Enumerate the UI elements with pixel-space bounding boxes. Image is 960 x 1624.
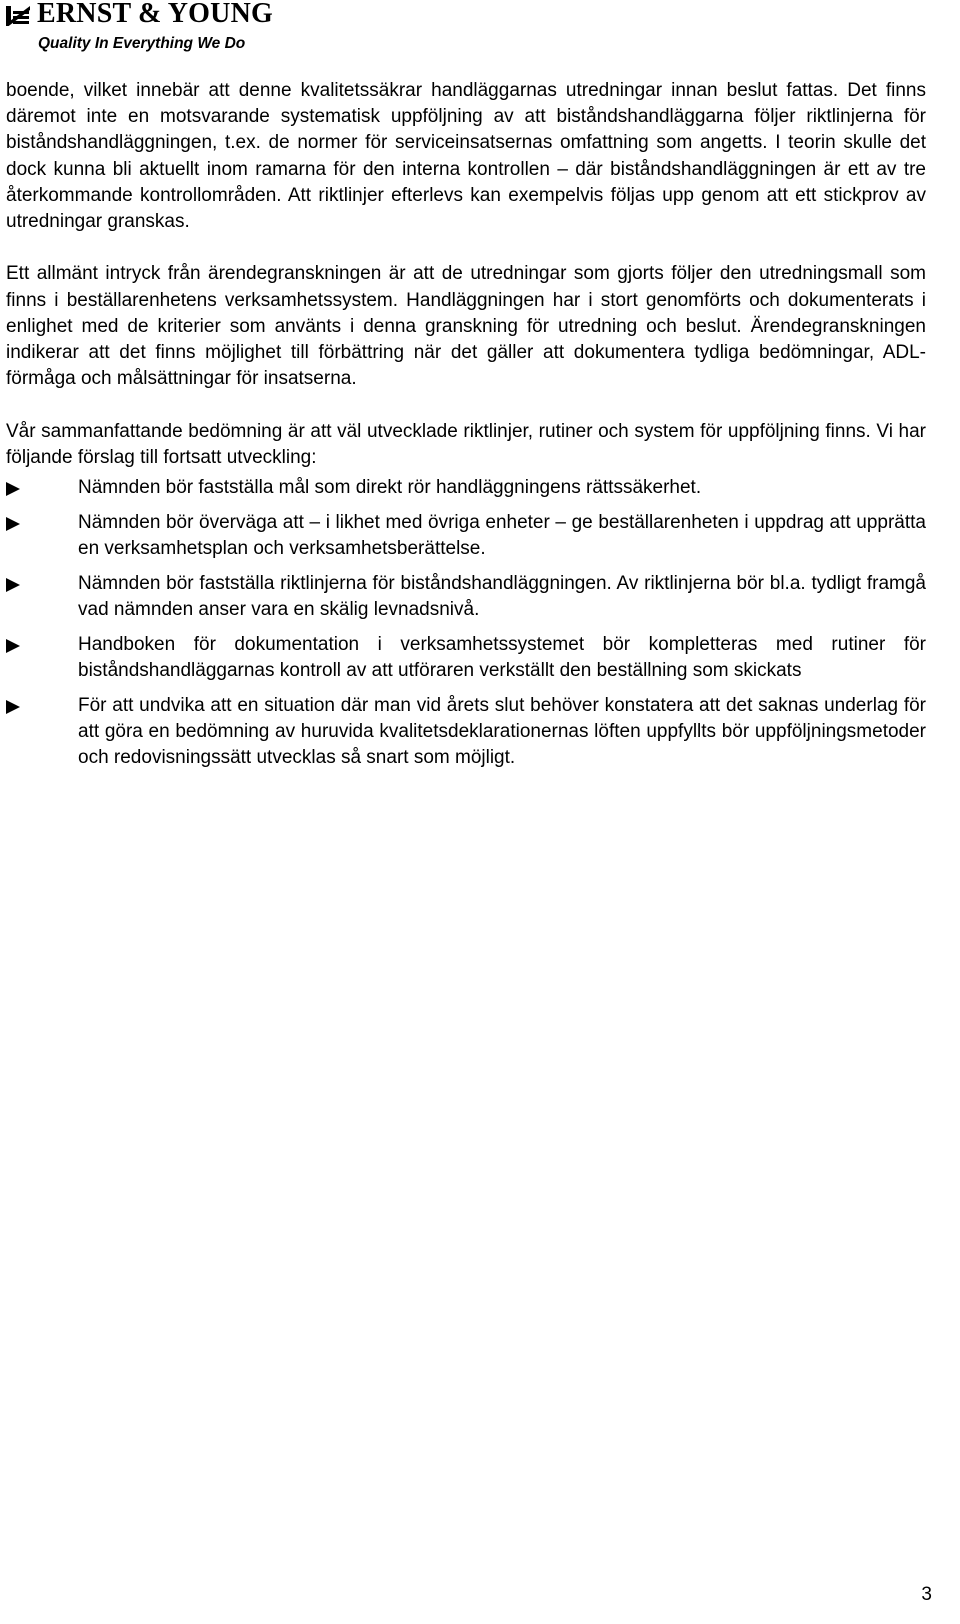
recommendation-list — [6, 475, 926, 771]
list-item — [6, 632, 926, 684]
paragraph-3: Vår sammanfattande bedömning är att väl utvecklade riktlinjer, rutiner och system för uppföljning finns. Vi har följande förslag till fortsatt utveckling: — [6, 420, 926, 468]
list-item-text: Nämnden bör fastställa riktlinjerna för biståndshandläggningen. Av riktlinjerna bör bl.a. tydligt framgå vad nämnden anser vara en skälig levnadsnivå. — [78, 572, 926, 621]
list-item-text: Nämnden bör fastställa mål som direkt rör handläggningens rättssäkerhet. — [78, 477, 702, 499]
triangle-bullet-icon — [6, 517, 20, 531]
logo-name: ERNST & YOUNG — [37, 0, 273, 29]
ernst-young-logo — [4, 0, 273, 56]
list-item — [6, 693, 926, 772]
list-item-text: Handboken för dokumentation i verksamhetssystemet bör kompletteras med rutiner för biståndshandläggarnas kontroll av att utföraren verkställt den beställning som skickats — [78, 633, 926, 682]
logo-tagline: Quality In Everything We Do — [38, 35, 246, 52]
list-item-text: För att undvika att en situation där man vid årets slut behöver konstatera att det saknas underlag för att göra en bedömning av huruvida kvalitetsdeklarationernas löften uppfyllts bör uppföljningsmetoder och redovisningssätt utvecklas så snart som möjligt. — [78, 694, 926, 769]
page-number: 3 — [921, 1584, 932, 1605]
triangle-bullet-icon — [6, 700, 20, 714]
paragraph-1: boende, vilket innebär att denne kvalitetssäkrar handläggarnas utredningar innan beslut fattas. Det finns däremot inte en motsvarande systematisk uppföljning av att biståndshandläggarna följer riktlinjerna för biståndshandläggningen, t.ex. de normer för serviceinsatsernas omfattning som angetts. I teorin skulle det dock kunna bli aktuellt inom ramarna för den interna kontrollen – där biståndshandläggningen är ett av tre återkommande kontrollområden. Att riktlinjer efterlevs kan exempelvis följas upp genom att ett stickprov av utredningar granskas. — [6, 80, 926, 233]
list-item — [6, 475, 926, 501]
triangle-bullet-icon — [6, 578, 20, 592]
triangle-bullet-icon — [6, 639, 20, 653]
paragraph-2: Ett allmänt intryck från ärendegranskningen är att de utredningar som gjorts följer den utredningsmall som finns i beställarenhetens verksamhetssystem. Handläggningen har i stort genomförts och dokumenterats i enlighet med de kriterier som använts i denna granskning för utredning och beslut. Ärendegranskningen indikerar att det finns möjlighet till förbättring när det gäller att dokumentera tydliga bedömningar, ADL-förmåga och målsättningar för insatserna. — [6, 263, 926, 390]
list-item — [6, 510, 926, 562]
triangle-bullet-icon — [6, 482, 20, 496]
document-body — [6, 78, 926, 780]
ernst-young-logo-icon — [4, 2, 32, 26]
list-item-text: Nämnden bör överväga att – i likhet med övriga enheter – ge beställarenheten i uppdrag att upprätta en verksamhetsplan och verksamhetsberättelse. — [78, 511, 926, 560]
list-item — [6, 571, 926, 623]
